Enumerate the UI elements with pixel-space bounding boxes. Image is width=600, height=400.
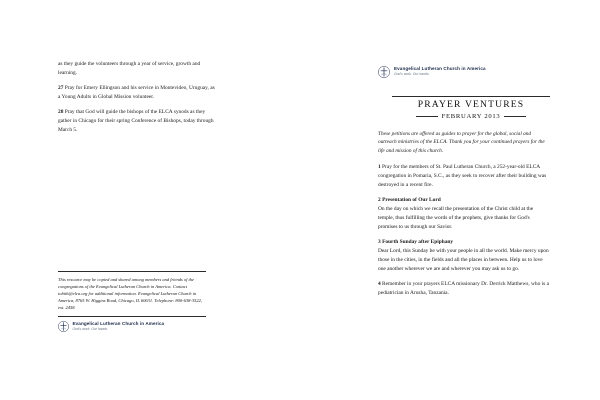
resource-note-box (58, 271, 206, 332)
footer-logo (58, 321, 206, 332)
masthead-logo (378, 66, 558, 78)
prayer-entry (378, 163, 550, 189)
prayer-entry (378, 238, 550, 273)
prayer-entry (58, 108, 218, 134)
footer-logo-text (73, 321, 165, 332)
divider-bottom (58, 316, 206, 317)
entry-day-number: 2 (378, 197, 381, 204)
prayer-entry (378, 280, 550, 298)
right-column (378, 130, 550, 304)
elca-cross-logo-icon (378, 66, 390, 78)
intro-paragraph: These petitions are offered as guides to prayer for the global, social and outreach ministries of the ELCA. Thank you for your continued prayers for the life and mission of this church. (378, 131, 545, 154)
title-rule-top (392, 96, 550, 97)
entry-day-number: 4 (378, 280, 381, 287)
footer-org-tagline: God's work. Our hands. (72, 326, 109, 331)
entry-subhead-text: Fourth Sunday after Epiphany (382, 239, 454, 246)
masthead-text (394, 66, 486, 77)
entry-text: On the day on which we recall the presentation of the Christ child at the temple, thus fulfilling the words of the prophets, give thanks for God's promises to us through our Savior. (378, 206, 534, 230)
entry-text: Pray for Emery Ellingson and his service in Montevideo, Uruguay, as a Young Adults in Global Mission volunteer. (58, 85, 215, 100)
entry-subhead (378, 238, 550, 246)
masthead-org-name: Evangelical Lutheran Church in America (394, 66, 486, 71)
prayer-entry (378, 196, 550, 231)
prayer-entry (58, 84, 218, 102)
footer-org-name: Evangelical Lutheran Church in America (72, 320, 165, 326)
entry-day-number: 3 (378, 239, 381, 246)
issue-date: FEBRUARY 2013 (441, 113, 501, 121)
publication-header (392, 96, 550, 120)
entry-subhead (378, 196, 550, 204)
left-column (58, 60, 218, 141)
entry-day-number: 1 (378, 164, 381, 171)
entry-text: Pray that God will guide the bishops of the ELCA synods as they gather in Chicago for their spring Conference of Bishops, today through March 5. (58, 109, 214, 133)
resource-note-text: This resource may be copied and shared among members and friends of the congregations of the Evangelical Lutheran Church in America. Contact tobith@elca.org for additional information. Evangelical Lutheran Church in America, 8765 W. Higgins Road, Chicago, IL 60631. Telephone: 800-638-3522, ext. 2458. (58, 277, 202, 311)
entry-subhead-text: Presentation of Our Lord (382, 197, 441, 204)
elca-cross-logo-icon (58, 321, 69, 332)
entry-text: Pray for the members of St. Paul Lutheran Church, a 252-year-old ELCA congregation in Pomaria, S.C., as they seek to recover after their building was destroyed in a recent fire. (378, 164, 547, 188)
divider-top (58, 271, 206, 272)
continued-paragraph: as they guide the volunteers through a year of service, growth and learning. (58, 61, 201, 76)
issue-date-row (392, 113, 550, 120)
entry-day-number: 28 (58, 109, 64, 115)
masthead-org-tagline: God's work. Our hands. (394, 72, 430, 77)
entry-text: Remember in your prayers ELCA missionary Dr. Derrick Matthews, who is a pediatrician in Arusha, Tanzania. (378, 280, 549, 296)
date-rule-right (504, 116, 526, 117)
date-rule-left (416, 116, 438, 117)
entry-day-number: 27 (58, 85, 64, 91)
entry-text: Dear Lord, this Sunday be with your people in all the world. Make mercy upon those in the cities, in the fields and all the places in between. Help us to love one another wherever we are and wherever you may ask us to go. (378, 248, 549, 272)
page-title: PRAYER VENTURES (417, 99, 525, 110)
